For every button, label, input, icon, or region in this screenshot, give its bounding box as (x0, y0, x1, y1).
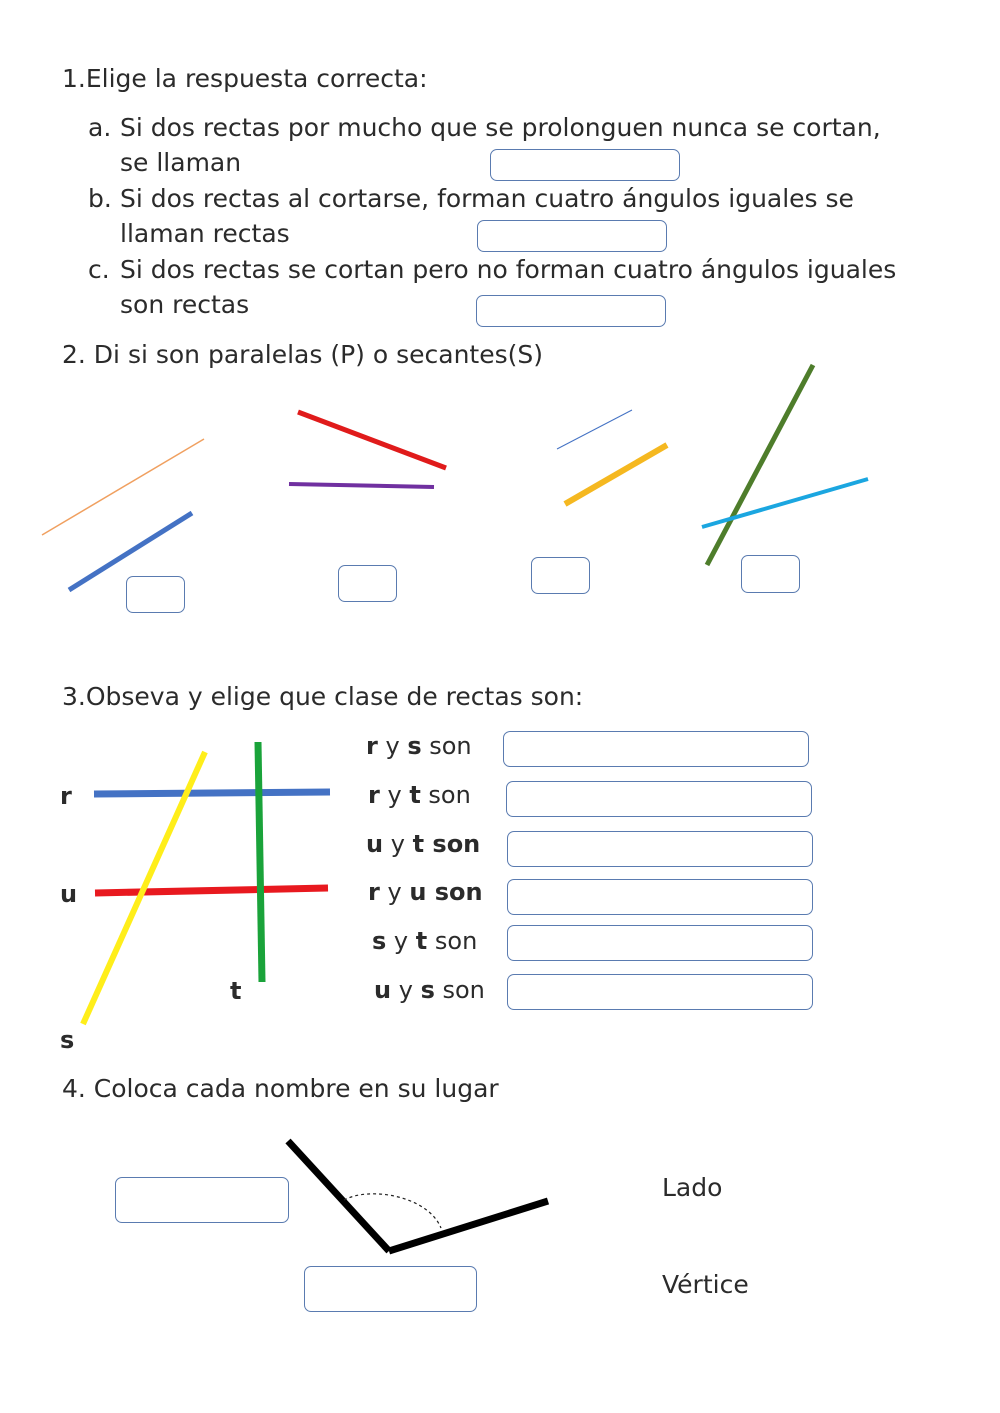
q1-item-b-line2: llaman rectas (120, 219, 290, 248)
q1-item-a-letter: a. (88, 113, 112, 142)
q3-title: 3.Obseva y elige que clase de rectas son: (62, 682, 584, 711)
q4-drop-box-1[interactable] (115, 1177, 289, 1223)
q4-drop-box-2[interactable] (304, 1266, 477, 1312)
q1-item-c-letter: c. (88, 255, 110, 284)
q1-item-b-line1: Si dos rectas al cortarse, forman cuatro ángulos iguales se (120, 184, 854, 213)
q3-row-6-text: u y s son (374, 976, 485, 1004)
q3-row-4-text: r y u son (368, 878, 483, 906)
q3-row-1-text: r y s son (366, 732, 472, 760)
q2-title: 2. Di si son paralelas (P) o secantes(S) (62, 340, 543, 369)
q3-label-t: t (230, 977, 242, 1005)
q4-word-vertice[interactable]: Vértice (662, 1270, 749, 1299)
q4-angle-side-left (288, 1141, 389, 1251)
q1-item-c-line2: son rectas (120, 290, 250, 319)
q1-item-a-line1: Si dos rectas por mucho que se prolonguen nunca se cortan, (120, 113, 881, 142)
q4-title: 4. Coloca cada nombre en su lugar (62, 1074, 499, 1103)
q1-title: 1.Elige la respuesta correcta: (62, 64, 428, 93)
q1-item-c-line1: Si dos rectas se cortan pero no forman cuatro ángulos iguales (120, 255, 897, 284)
q3-label-s: s (60, 1026, 75, 1054)
q3-label-r: r (60, 782, 72, 810)
q1-item-b-letter: b. (88, 184, 112, 213)
q3-label-u: u (60, 880, 78, 908)
q4-angle-side-right (389, 1201, 548, 1251)
q3-row-5-text: s y t son (372, 927, 478, 955)
q1-item-a-line2: se llaman (120, 148, 242, 177)
q3-row-3-text: u y t son (366, 830, 481, 858)
q3-row-2-text: r y t son (368, 781, 471, 809)
q4-word-lado[interactable]: Lado (662, 1173, 723, 1202)
